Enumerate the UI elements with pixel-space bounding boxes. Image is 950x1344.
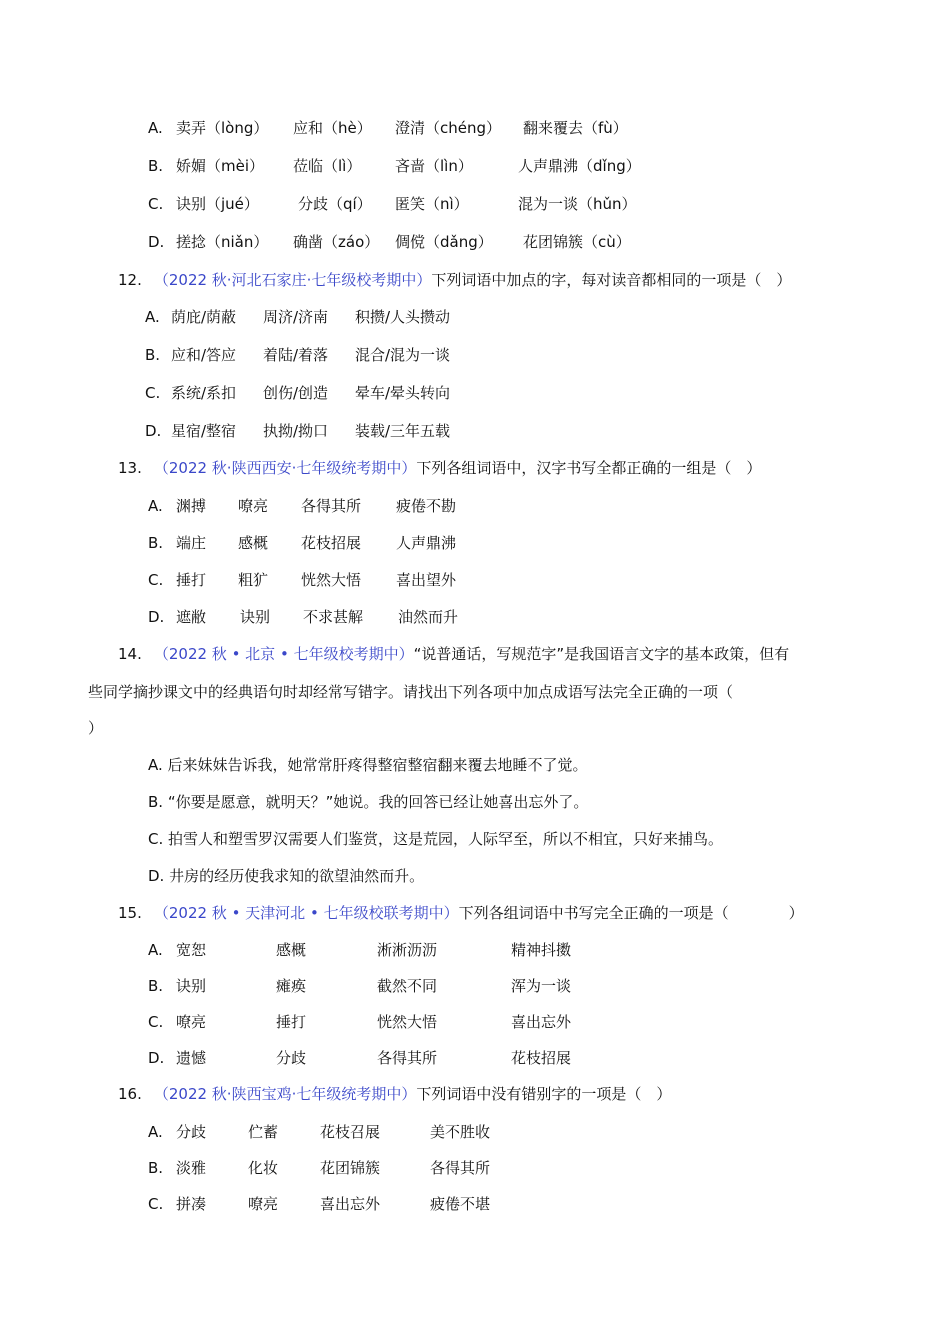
option-item: 化妆 [248,1159,279,1177]
option-item: 吝啬（lìn） [395,157,473,175]
option-item: 澄清（chéng） [395,119,502,137]
question-number: 13. [118,459,142,477]
option-item: 晕车/晕头转向 [355,384,451,402]
option-letter: B. [148,1159,164,1177]
option-item: 花枝招展 [511,1049,572,1067]
option-letter: C. [148,830,164,848]
option-letter: B. [145,346,161,364]
option-letter: A. [148,941,163,959]
option-item: 浑为一谈 [511,977,572,995]
option-text: 后来妹妹告诉我，她常常肝疼得整宿整宿翻来覆去地睡不了觉。 [167,756,588,774]
option-letter: A. [148,119,163,137]
option-letter: B. [148,793,164,811]
option-text: 井房的经历使我求知的欲望油然而升。 [169,867,425,885]
question-14 [118,644,789,664]
option-item: 分歧 [176,1123,207,1141]
option-item: 翻来覆去（fù） [523,119,628,137]
option-item: 美不胜收 [430,1123,491,1141]
option-item: 油然而升 [398,608,459,626]
q14-option-b [148,792,588,812]
option-letter: C. [148,1013,164,1031]
option-text: “你要是愿意，就明天？”她说。我的回答已经让她喜出忘外了。 [167,793,589,811]
option-item: 着陆/着落 [263,346,329,364]
option-letter: D. [148,1049,165,1067]
option-letter: C. [148,571,164,589]
option-letter: D. [148,867,165,885]
option-item: 各得其所 [301,497,362,515]
option-item: 喜出忘外 [320,1195,381,1213]
question-13 [118,458,761,478]
question-source: （2022 秋 • 天津河北 • 七年级校联考期中） [153,904,459,922]
question-stem: 下列各组词语中书写完全正确的一项是（ ） [458,904,804,922]
option-item: 嘹亮 [248,1195,279,1213]
option-item: 莅临（lì） [293,157,362,175]
option-letter: C. [148,1195,164,1213]
option-item: 星宿/整宿 [171,422,237,440]
q14-option-c [148,829,723,849]
option-item: 倜傥（dǎng） [395,233,493,251]
option-item: 花团锦簇 [320,1159,381,1177]
question-stem: 下列词语中加点的字，每对读音都相同的一项是（ ） [431,271,792,289]
option-item: 创伤/创造 [263,384,329,402]
option-item: 不求甚解 [303,608,364,626]
option-letter: A. [148,497,163,515]
option-item: 宽恕 [176,941,207,959]
option-item: 花枝招展 [301,534,362,552]
option-letter: A. [148,756,163,774]
question-15 [118,903,804,923]
q14-option-a [148,755,588,775]
option-item: 诀别 [240,608,271,626]
option-item: 感概 [238,534,269,552]
option-item: 混合/混为一谈 [355,346,451,364]
option-item: 粗犷 [238,571,269,589]
question-14-stem-line3: ） [88,719,104,737]
option-item: 混为一谈（hǔn） [518,195,637,213]
option-item: 卖弄（lòng） [176,119,269,137]
option-letter: B. [148,977,164,995]
option-item: 疲倦不堪 [430,1195,491,1213]
option-item: 捶打 [176,571,207,589]
option-item: 渊搏 [176,497,207,515]
option-item: 系统/系扣 [171,384,237,402]
question-source: （2022 秋·陕西西安·七年级统考期中） [153,459,417,477]
option-item: 恍然大悟 [301,571,362,589]
option-item: 淅淅沥沥 [377,941,438,959]
option-item: 积攒/人头攒动 [355,308,451,326]
option-item: 娇媚（mèi） [176,157,265,175]
option-item: 截然不同 [377,977,438,995]
question-stem: 下列词语中没有错别字的一项是（ ） [416,1085,672,1103]
question-stem: “说普通话，写规范字”是我国语言文字的基本政策，但有 [413,645,790,663]
option-letter: A. [148,1123,163,1141]
option-item: 确凿（záo） [293,233,380,251]
option-letter: C. [145,384,161,402]
option-item: 感概 [276,941,307,959]
question-source: （2022 秋·河北石家庄·七年级校考期中） [153,271,432,289]
question-number: 16. [118,1085,142,1103]
option-item: 端庄 [176,534,207,552]
option-item: 各得其所 [430,1159,491,1177]
option-letter: B. [148,534,164,552]
option-item: 伫蓄 [248,1123,279,1141]
option-item: 应和（hè） [293,119,372,137]
option-item: 喜出望外 [396,571,457,589]
question-14-stem-line2: 些同学摘抄课文中的经典语句时却经常写错字。请找出下列各项中加点成语写法完全正确的一项（ [88,683,734,701]
question-12 [118,270,791,290]
option-item: 花团锦簇（cù） [523,233,631,251]
question-source: （2022 秋·陕西宝鸡·七年级统考期中） [153,1085,417,1103]
option-item: 搓捻（niǎn） [176,233,269,251]
option-letter: D. [145,422,162,440]
option-item: 人声鼎沸 [396,534,457,552]
option-item: 疲倦不勘 [396,497,457,515]
question-number: 14. [118,645,142,663]
option-item: 人声鼎沸（dǐng） [518,157,641,175]
option-item: 分歧 [276,1049,307,1067]
option-item: 遮敝 [176,608,207,626]
option-item: 执拗/拗口 [263,422,329,440]
option-letter: C. [148,195,164,213]
option-item: 匿笑（nì） [395,195,469,213]
option-item: 荫庇/荫蔽 [171,308,237,326]
option-item: 拼凑 [176,1195,207,1213]
option-item: 花枝召展 [320,1123,381,1141]
option-item: 诀别（jué） [176,195,259,213]
question-source: （2022 秋 • 北京 • 七年级校考期中） [153,645,414,663]
option-item: 喜出忘外 [511,1013,572,1031]
option-item: 装载/三年五载 [355,422,451,440]
option-item: 嘹亮 [238,497,269,515]
question-stem: 下列各组词语中，汉字书写全都正确的一组是（ ） [416,459,762,477]
option-item: 应和/答应 [171,346,237,364]
option-letter: D. [148,608,165,626]
option-item: 诀别 [176,977,207,995]
option-item: 淡雅 [176,1159,207,1177]
option-letter: D. [148,233,165,251]
option-item: 瘫痪 [276,977,307,995]
option-letter: A. [145,308,160,326]
option-letter: B. [148,157,164,175]
option-item: 嘹亮 [176,1013,207,1031]
option-item: 各得其所 [377,1049,438,1067]
question-number: 15. [118,904,142,922]
question-16 [118,1084,671,1104]
option-item: 分歧（qí） [298,195,372,213]
option-item: 周济/济南 [263,308,329,326]
option-item: 精神抖擞 [511,941,572,959]
option-item: 恍然大悟 [377,1013,438,1031]
option-text: 拍雪人和塑雪罗汉需要人们鉴赏，这是荒园，人际罕至，所以不相宜，只好来捕鸟。 [168,830,724,848]
option-item: 捶打 [276,1013,307,1031]
q14-option-d [148,866,424,886]
option-item: 遗憾 [176,1049,207,1067]
question-number: 12. [118,271,142,289]
